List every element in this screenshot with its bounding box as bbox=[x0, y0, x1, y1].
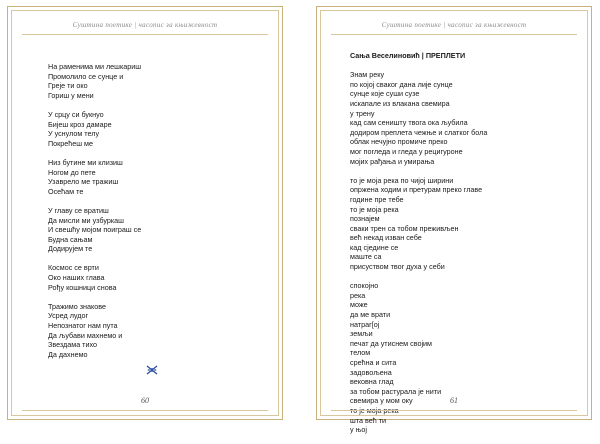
poem-line: Узаврело ме тражиш bbox=[48, 177, 119, 187]
poem-line: Бијеш кроз дамаре bbox=[48, 119, 112, 129]
poem-line: Непознатог нам пута bbox=[48, 321, 118, 331]
stanza bbox=[350, 70, 577, 166]
poem-line: Рођу кошници снова bbox=[48, 282, 117, 292]
left-page bbox=[7, 6, 283, 420]
poem-line: печат да утиснем својим bbox=[350, 338, 432, 348]
poem-line: свемира у мом оку bbox=[350, 396, 413, 406]
stanza bbox=[48, 206, 268, 254]
poem-line: мојих рађања и умирања bbox=[350, 156, 435, 166]
poem-line: маште са bbox=[350, 252, 382, 262]
left-page-header: Суштина поетике | часопис за књижевност bbox=[72, 21, 218, 29]
poem-line: сваки трен са тобом преживљен bbox=[350, 223, 459, 233]
right-header-rule bbox=[331, 34, 577, 35]
poem-line: Да љубави махнемо и bbox=[48, 330, 123, 340]
poem-line: то је моја река bbox=[350, 405, 399, 415]
left-page-number: 60 bbox=[141, 396, 149, 405]
poem-line: телом bbox=[350, 348, 371, 358]
poem-line: мог погледа и гледа у рецигуроне bbox=[350, 146, 463, 156]
poem-line: земљи bbox=[350, 329, 373, 339]
poem-line: додиром преплета чежње и слатког бола bbox=[350, 127, 488, 137]
poem-line: Осећам те bbox=[48, 186, 84, 196]
poem-line: може bbox=[350, 300, 368, 310]
poem-line: Звездама тихо bbox=[48, 340, 97, 350]
poem-line: У срцу си букнуо bbox=[48, 109, 104, 119]
poem-line: Промолило се сунце и bbox=[48, 71, 124, 81]
poem-line: за тобом растурала је нити bbox=[350, 386, 442, 396]
stanza bbox=[48, 302, 268, 360]
right-page-header: Суштина поетике | часопис за књижевност bbox=[381, 21, 527, 29]
poem-line: Да дахнемо bbox=[48, 349, 88, 359]
poem-line: шта већ ти bbox=[350, 415, 387, 425]
poem-line: Знам реку bbox=[350, 70, 385, 80]
poem-line: то је моја река bbox=[350, 204, 399, 214]
poem-line: Покрећеш ме bbox=[48, 138, 93, 148]
poem-line: то је моја река по чијој ширини bbox=[350, 175, 454, 185]
stanza bbox=[48, 263, 268, 292]
stanza bbox=[350, 281, 577, 435]
poem-line: река bbox=[350, 290, 366, 300]
stanza bbox=[48, 62, 268, 100]
poem-line: Космос се врти bbox=[48, 263, 99, 273]
left-poem-body bbox=[48, 62, 268, 369]
poem-line: кад сам сеништу твога ока љубила bbox=[350, 118, 468, 128]
poem-line: присуством твог духа у себи bbox=[350, 262, 445, 272]
poem-line: вековна глад bbox=[350, 377, 394, 387]
poem-line: На раменима ми лешкариш bbox=[48, 62, 142, 71]
poem-line: да ме врати bbox=[350, 310, 391, 320]
poem-line: Тражимо знакове bbox=[48, 301, 106, 311]
stanza bbox=[48, 158, 268, 196]
poem-line: Усред лудог bbox=[48, 311, 89, 321]
stanza bbox=[350, 176, 577, 272]
right-poem-body bbox=[350, 51, 577, 444]
poem-line: године пре тебе bbox=[350, 194, 404, 204]
poem-line: срећна и сита bbox=[350, 358, 397, 367]
poem-line: Гориш у мени bbox=[48, 90, 94, 100]
left-footer-rule bbox=[22, 410, 268, 411]
poem-line: У уснулом телу bbox=[48, 129, 100, 139]
poem-line: Око наших глава bbox=[48, 273, 105, 283]
poem-line: И свешћу мојом поиграш се bbox=[48, 225, 142, 235]
poem-line: у њој bbox=[350, 425, 368, 435]
poem-line: Низ бутине ми клизиш bbox=[48, 157, 123, 167]
poem-title: Сања Веселиновић | ПРЕПЛЕТИ bbox=[350, 51, 466, 60]
poem-line: Ногом до пете bbox=[48, 167, 96, 177]
poem-line: Да мисли ми узбуркаш bbox=[48, 215, 124, 225]
right-footer-rule bbox=[331, 410, 577, 411]
poem-line: познајем bbox=[350, 214, 380, 224]
poem-line: Греје ти око bbox=[48, 81, 88, 91]
poem-line: У главу се вратиш bbox=[48, 205, 109, 215]
poem-line: у трену bbox=[350, 108, 375, 118]
poem-line: натраг[ој bbox=[350, 319, 380, 329]
right-page bbox=[316, 6, 592, 435]
poem-line: спокојно bbox=[350, 281, 379, 291]
poem-line: Додирујем те bbox=[48, 244, 93, 254]
poem-line: већ некад изван себе bbox=[350, 233, 422, 243]
poem-line: сунце које суши сузе bbox=[350, 89, 420, 99]
poem-line: кад сједине се bbox=[350, 242, 399, 252]
poem-line: опржена ходим и претурам преко главе bbox=[350, 185, 483, 195]
right-page-number: 61 bbox=[450, 396, 458, 405]
stanza bbox=[48, 110, 268, 148]
poem-line: Будна сањам bbox=[48, 234, 93, 244]
poem-line: задовољена bbox=[350, 367, 392, 377]
poem-line: искапале из влакана свемира bbox=[350, 98, 450, 108]
left-header-rule bbox=[22, 34, 268, 35]
poem-line: облак нечујно промиче преко bbox=[350, 137, 448, 147]
ornament-icon bbox=[146, 365, 158, 375]
poem-line: по којој сваког дана лије сунце bbox=[350, 79, 453, 89]
